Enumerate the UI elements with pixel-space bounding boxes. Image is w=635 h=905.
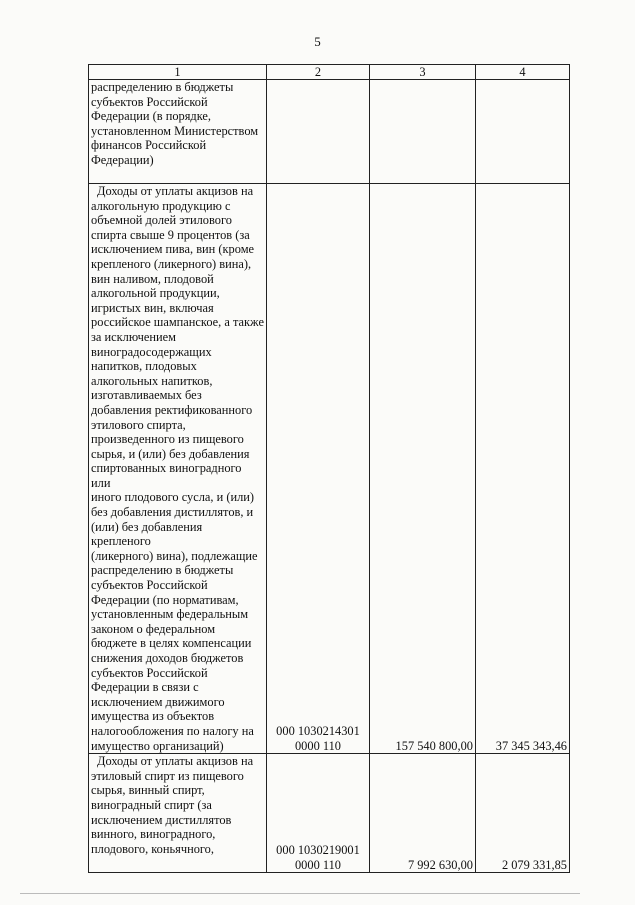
header-col-1: 1 — [89, 65, 267, 80]
header-col-2: 2 — [267, 65, 370, 80]
table-row — [89, 184, 570, 754]
page-bottom-divider — [20, 893, 580, 894]
header-col-3: 3 — [370, 65, 476, 80]
row-value-2 — [476, 80, 570, 184]
table-header-row — [89, 65, 570, 80]
row-value-1: 157 540 800,00 — [370, 184, 476, 754]
row-code: 000 1030219001 0000 110 — [267, 754, 370, 873]
table-row — [89, 754, 570, 873]
row-value-1 — [370, 80, 476, 184]
header-col-4: 4 — [476, 65, 570, 80]
row-code — [267, 80, 370, 184]
table-row — [89, 80, 570, 184]
row-value-2: 2 079 331,85 — [476, 754, 570, 873]
row-code: 000 1030214301 0000 110 — [267, 184, 370, 754]
row-value-1: 7 992 630,00 — [370, 754, 476, 873]
row-description: распределению в бюджеты субъектов Российской Федерации (в порядке, установленном Министерством финансов Российской Федерации) — [89, 80, 267, 184]
row-description: Доходы от уплаты акцизов на алкогольную продукцию с объемной долей этилового спирта свыше 9 процентов (за исключением пива, вин (кроме крепленого (ликерного) вина), вин наливом, плодовой алкогольной продукции, игристых вин, включая российское шампанское, а также за исключением виноградосодержащих напитков, плодовых алкогольных напитков, изготавливаемых без добавления ректификованного этилового спирта, произведенного из пищевого сырья, и (или) без добавления спиртованных виноградного или иного плодового сусла, и (или) без добавления дистиллятов, и (или) без добавления крепленого (ликерного) вина), подлежащие распределению в бюджеты субъектов Российской Федерации (по нормативам, установленным федеральным законом о федеральном бюджете в целях компенсации снижения доходов бюджетов субъектов Российской Федерации в связи с исключением движимого имущества из объектов налогообложения по налогу на имущество организаций) — [89, 184, 267, 754]
page-number: 5 — [314, 34, 321, 49]
row-description: Доходы от уплаты акцизов на этиловый спирт из пищевого сырья, винный спирт, виноградный спирт (за исключением дистиллятов винного, виноградного, плодового, коньячного, — [89, 754, 267, 873]
row-value-2: 37 345 343,46 — [476, 184, 570, 754]
revenue-table — [88, 64, 570, 873]
